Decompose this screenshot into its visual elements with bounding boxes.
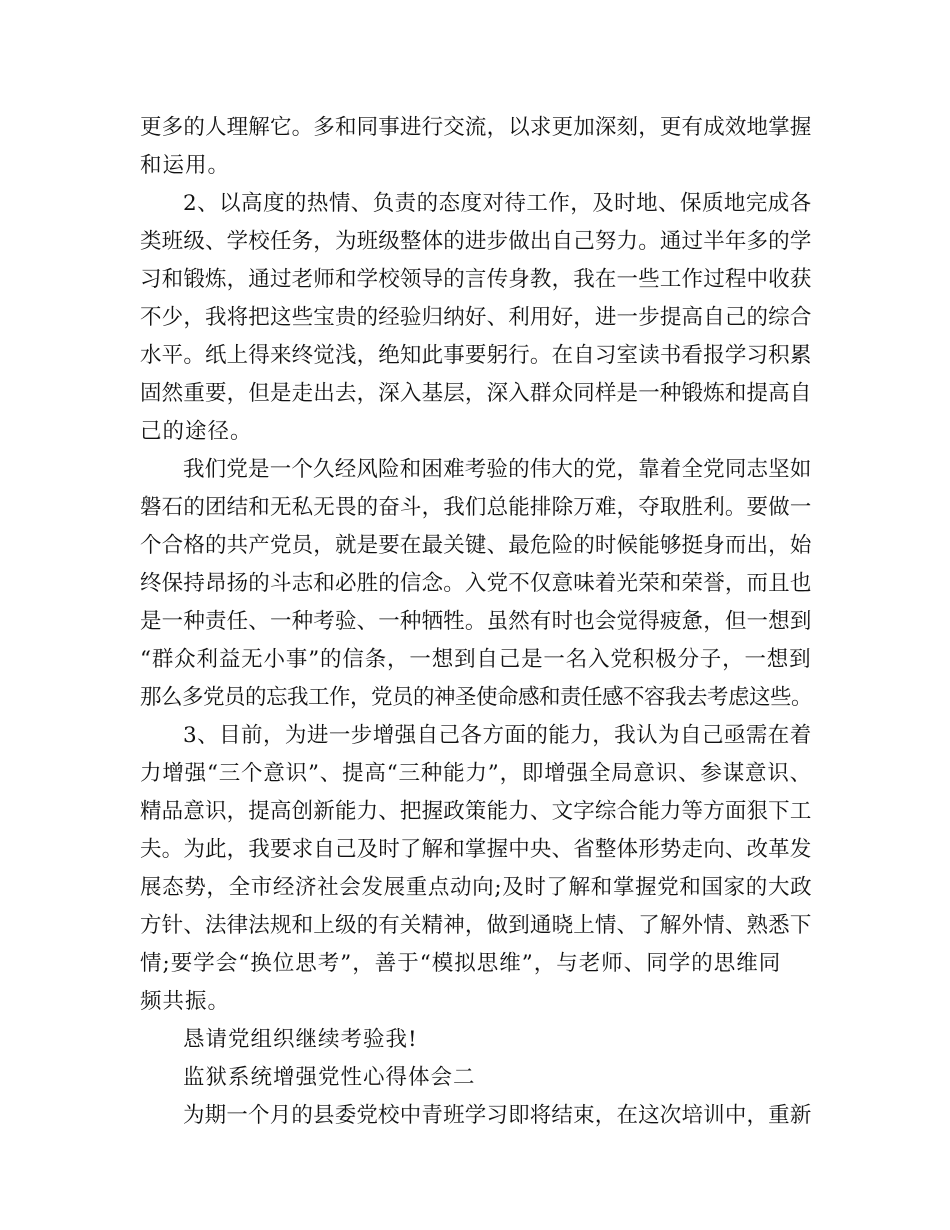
text-line: 习和锻炼，通过老师和学校领导的言传身教，我在一些工作过程中收获 bbox=[140, 267, 812, 292]
text-line: 那么多党员的忘我工作，党员的神圣使命感和责任感不容我去考虑这些。 bbox=[140, 685, 813, 710]
text-line: 力增强“三个意识”、提高“三种能力”，即增强全局意识、参谋意识、 bbox=[140, 761, 812, 786]
text-line: 己的途径。 bbox=[140, 419, 253, 444]
text-line: 恳请党组织继续考验我! bbox=[183, 1027, 418, 1052]
text-line: 夫。为此，我要求自己及时了解和掌握中央、省整体形势走向、改革发 bbox=[140, 837, 812, 862]
text-line: 为期一个月的县委党校中青班学习即将结束，在这次培训中，重新 bbox=[183, 1103, 812, 1128]
text-line: 是一种责任、一种考验、一种牺牲。虽然有时也会觉得疲惫，但一想到 bbox=[140, 609, 812, 634]
text-line: 展态势，全市经济社会发展重点动向;及时了解和掌握党和国家的大政 bbox=[140, 875, 813, 900]
text-line: 水平。纸上得来终觉浅，绝知此事要躬行。在自习室读书看报学习积累 bbox=[140, 343, 812, 368]
text-line: 个合格的共产党员，就是要在最关键、最危险的时候能够挺身而出，始 bbox=[140, 533, 812, 558]
text-line: 类班级、学校任务，为班级整体的进步做出自己努力。通过半年多的学 bbox=[140, 229, 812, 254]
text-line: 固然重要，但是走出去，深入基层，深入群众同样是一种锻炼和提高自 bbox=[140, 381, 812, 406]
text-line: 磐石的团结和无私无畏的奋斗，我们总能排除万难，夺取胜利。要做一 bbox=[140, 495, 812, 520]
text-line: 我们党是一个久经风险和困难考验的伟大的党，靠着全党同志坚如 bbox=[183, 457, 812, 482]
text-line: 和运用。 bbox=[140, 153, 231, 178]
text-line: “群众利益无小事”的信条，一想到自己是一名入党积极分子，一想到 bbox=[140, 647, 812, 672]
text-line: 方针、法律法规和上级的有关精神，做到通晓上情、了解外情、熟悉下 bbox=[140, 913, 812, 938]
text-line: 2、以高度的热情、负责的态度对待工作，及时地、保质地完成各 bbox=[183, 191, 812, 216]
section-heading: 监狱系统增强党性心得体会二 bbox=[183, 1065, 476, 1090]
text-line: 更多的人理解它。多和同事进行交流，以求更加深刻，更有成效地掌握 bbox=[140, 115, 812, 140]
text-line: 终保持昂扬的斗志和必胜的信念。入党不仅意味着光荣和荣誉，而且也 bbox=[140, 571, 812, 596]
text-line: 精品意识，提高创新能力、把握政策能力、文字综合能力等方面狠下工 bbox=[140, 799, 812, 824]
text-line: 3、目前，为进一步增强自己各方面的能力，我认为自己亟需在着 bbox=[183, 723, 812, 748]
text-line: 情;要学会“换位思考”，善于“模拟思维”，与老师、同学的思维同 bbox=[140, 951, 782, 976]
text-line: 频共振。 bbox=[140, 989, 231, 1014]
text-line: 不少，我将把这些宝贵的经验归纳好、利用好，进一步提高自己的综合 bbox=[140, 305, 812, 330]
